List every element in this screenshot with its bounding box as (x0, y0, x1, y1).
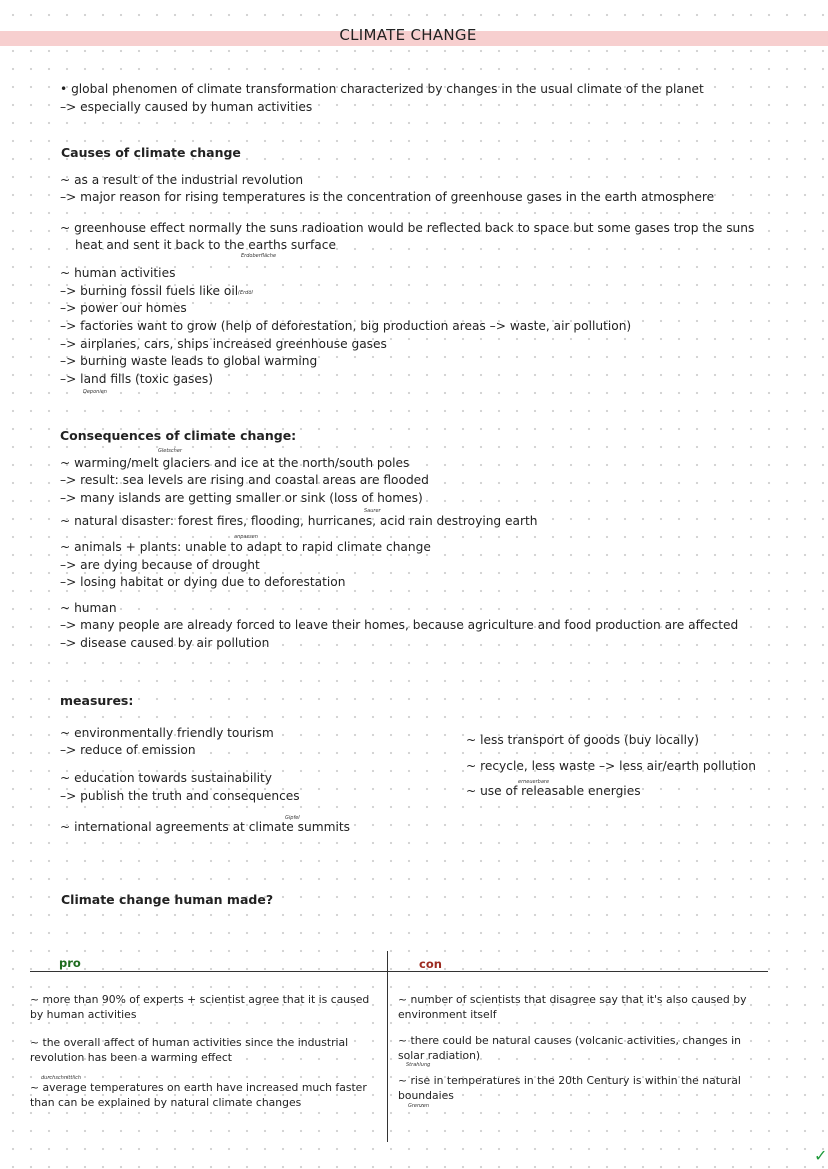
consequences-line: –> many people are already forced to leave their homes, because agriculture and food production are affected (60, 618, 739, 632)
pro-argument: ~ average temperatures on earth have increased much faster than can be explained by natural climate changes (30, 1081, 367, 1109)
causes-line: ~ as a result of the industrial revolution (60, 173, 304, 187)
handwritten-note: Strahlung (406, 1062, 431, 1068)
measures-heading: measures: (60, 693, 134, 708)
measures-line: ~ use of releasable energies (466, 784, 641, 798)
measures-line: ~ environmentally friendly tourism (60, 726, 274, 740)
handwritten-note: erneuerbare (518, 779, 550, 785)
pro-column-label: pro (59, 956, 81, 970)
causes-line: –> land fills (toxic gases) (60, 372, 213, 386)
table-divider-horizontal (30, 971, 768, 972)
causes-line: –> factories want to grow (help of deforestation, big production areas –> waste, air pollution) (60, 319, 632, 333)
consequences-line: –> many islands are getting smaller or sink (loss of homes) (60, 491, 423, 505)
con-argument: ~ number of scientists that disagree say that it's also caused by environment itself (398, 993, 747, 1021)
causes-line: –> major reason for rising temperatures is the concentration of greenhouse gases in the earth atmosphere (60, 190, 715, 204)
consequences-line: –> are dying because of drought (60, 558, 260, 572)
consequences-line: ~ warming/melt glaciers and ice at the north/south poles (60, 456, 410, 470)
handwritten-note: Gipfel (285, 815, 300, 821)
handwritten-note: Gletscher (158, 448, 182, 454)
handwritten-note: Erdoberfläche (241, 253, 277, 259)
handwritten-note: Saurer (364, 508, 381, 514)
measures-line: ~ education towards sustainability (60, 771, 272, 785)
causes-line: –> power our homes (60, 301, 187, 315)
pro-argument: ~ more than 90% of experts + scientist agree that it is caused by human activities (30, 993, 370, 1021)
consequences-line: ~ animals + plants: unable to adapt to rapid climate change (60, 540, 431, 554)
handwritten-note: Grenzen (408, 1103, 430, 1109)
handwritten-note: (Erdöl (238, 290, 253, 296)
page-title: CLIMATE CHANGE (339, 26, 477, 44)
measures-line: ~ international agreements at climate summits (60, 820, 350, 834)
debate-heading: Climate change human made? (61, 892, 274, 907)
consequences-line: ~ human (60, 601, 117, 615)
handwritten-note: durchschnittlich (41, 1075, 82, 1081)
measures-line: ~ recycle, less waste –> less air/earth pollution (466, 759, 756, 773)
causes-line: –> burning waste leads to global warming (60, 354, 318, 368)
causes-heading: Causes of climate change (61, 145, 241, 160)
causes-line: ~ greenhouse effect normally the suns radioation would be reflected back to space but some gases trop the suns (60, 221, 755, 235)
consequences-line: –> losing habitat or dying due to deforestation (60, 575, 346, 589)
causes-line: heat and sent it back to the earths surface (75, 238, 336, 252)
measures-line: –> publish the truth and consequences (60, 789, 300, 803)
con-column-label: con (419, 957, 442, 971)
check-mark-icon: ✓ (814, 1146, 828, 1165)
handwritten-note: anpassen (234, 534, 258, 540)
handwritten-note: Deponien (83, 389, 107, 395)
consequences-line: ~ natural disaster: forest fires, flooding, hurricanes, acid rain destroying earth (60, 514, 538, 528)
measures-line: –> reduce of emission (60, 743, 196, 757)
consequences-line: –> disease caused by air pollution (60, 636, 270, 650)
con-argument: ~ there could be natural causes (volcanic activities, changes in solar radiation) (398, 1034, 741, 1062)
consequences-line: –> result: sea levels are rising and coastal areas are flooded (60, 473, 429, 487)
table-divider-vertical (387, 951, 388, 1142)
measures-line: ~ less transport of goods (buy locally) (466, 733, 700, 747)
consequences-heading: Consequences of climate change: (60, 428, 297, 443)
intro-line: • global phenomen of climate transformation characterized by changes in the usual climate of the planet (60, 82, 704, 96)
con-argument: ~ rise in temperatures in the 20th Century is within the natural boundaies (398, 1074, 741, 1102)
pro-argument: ~ the overall affect of human activities since the industrial revolution has been a warming effect (30, 1036, 349, 1064)
causes-line: ~ human activities (60, 266, 176, 280)
causes-line: –> burning fossil fuels like oil (60, 284, 239, 298)
intro-line: –> especially caused by human activities (60, 100, 313, 114)
causes-line: –> airplanes, cars, ships increased greenhouse gases (60, 337, 387, 351)
